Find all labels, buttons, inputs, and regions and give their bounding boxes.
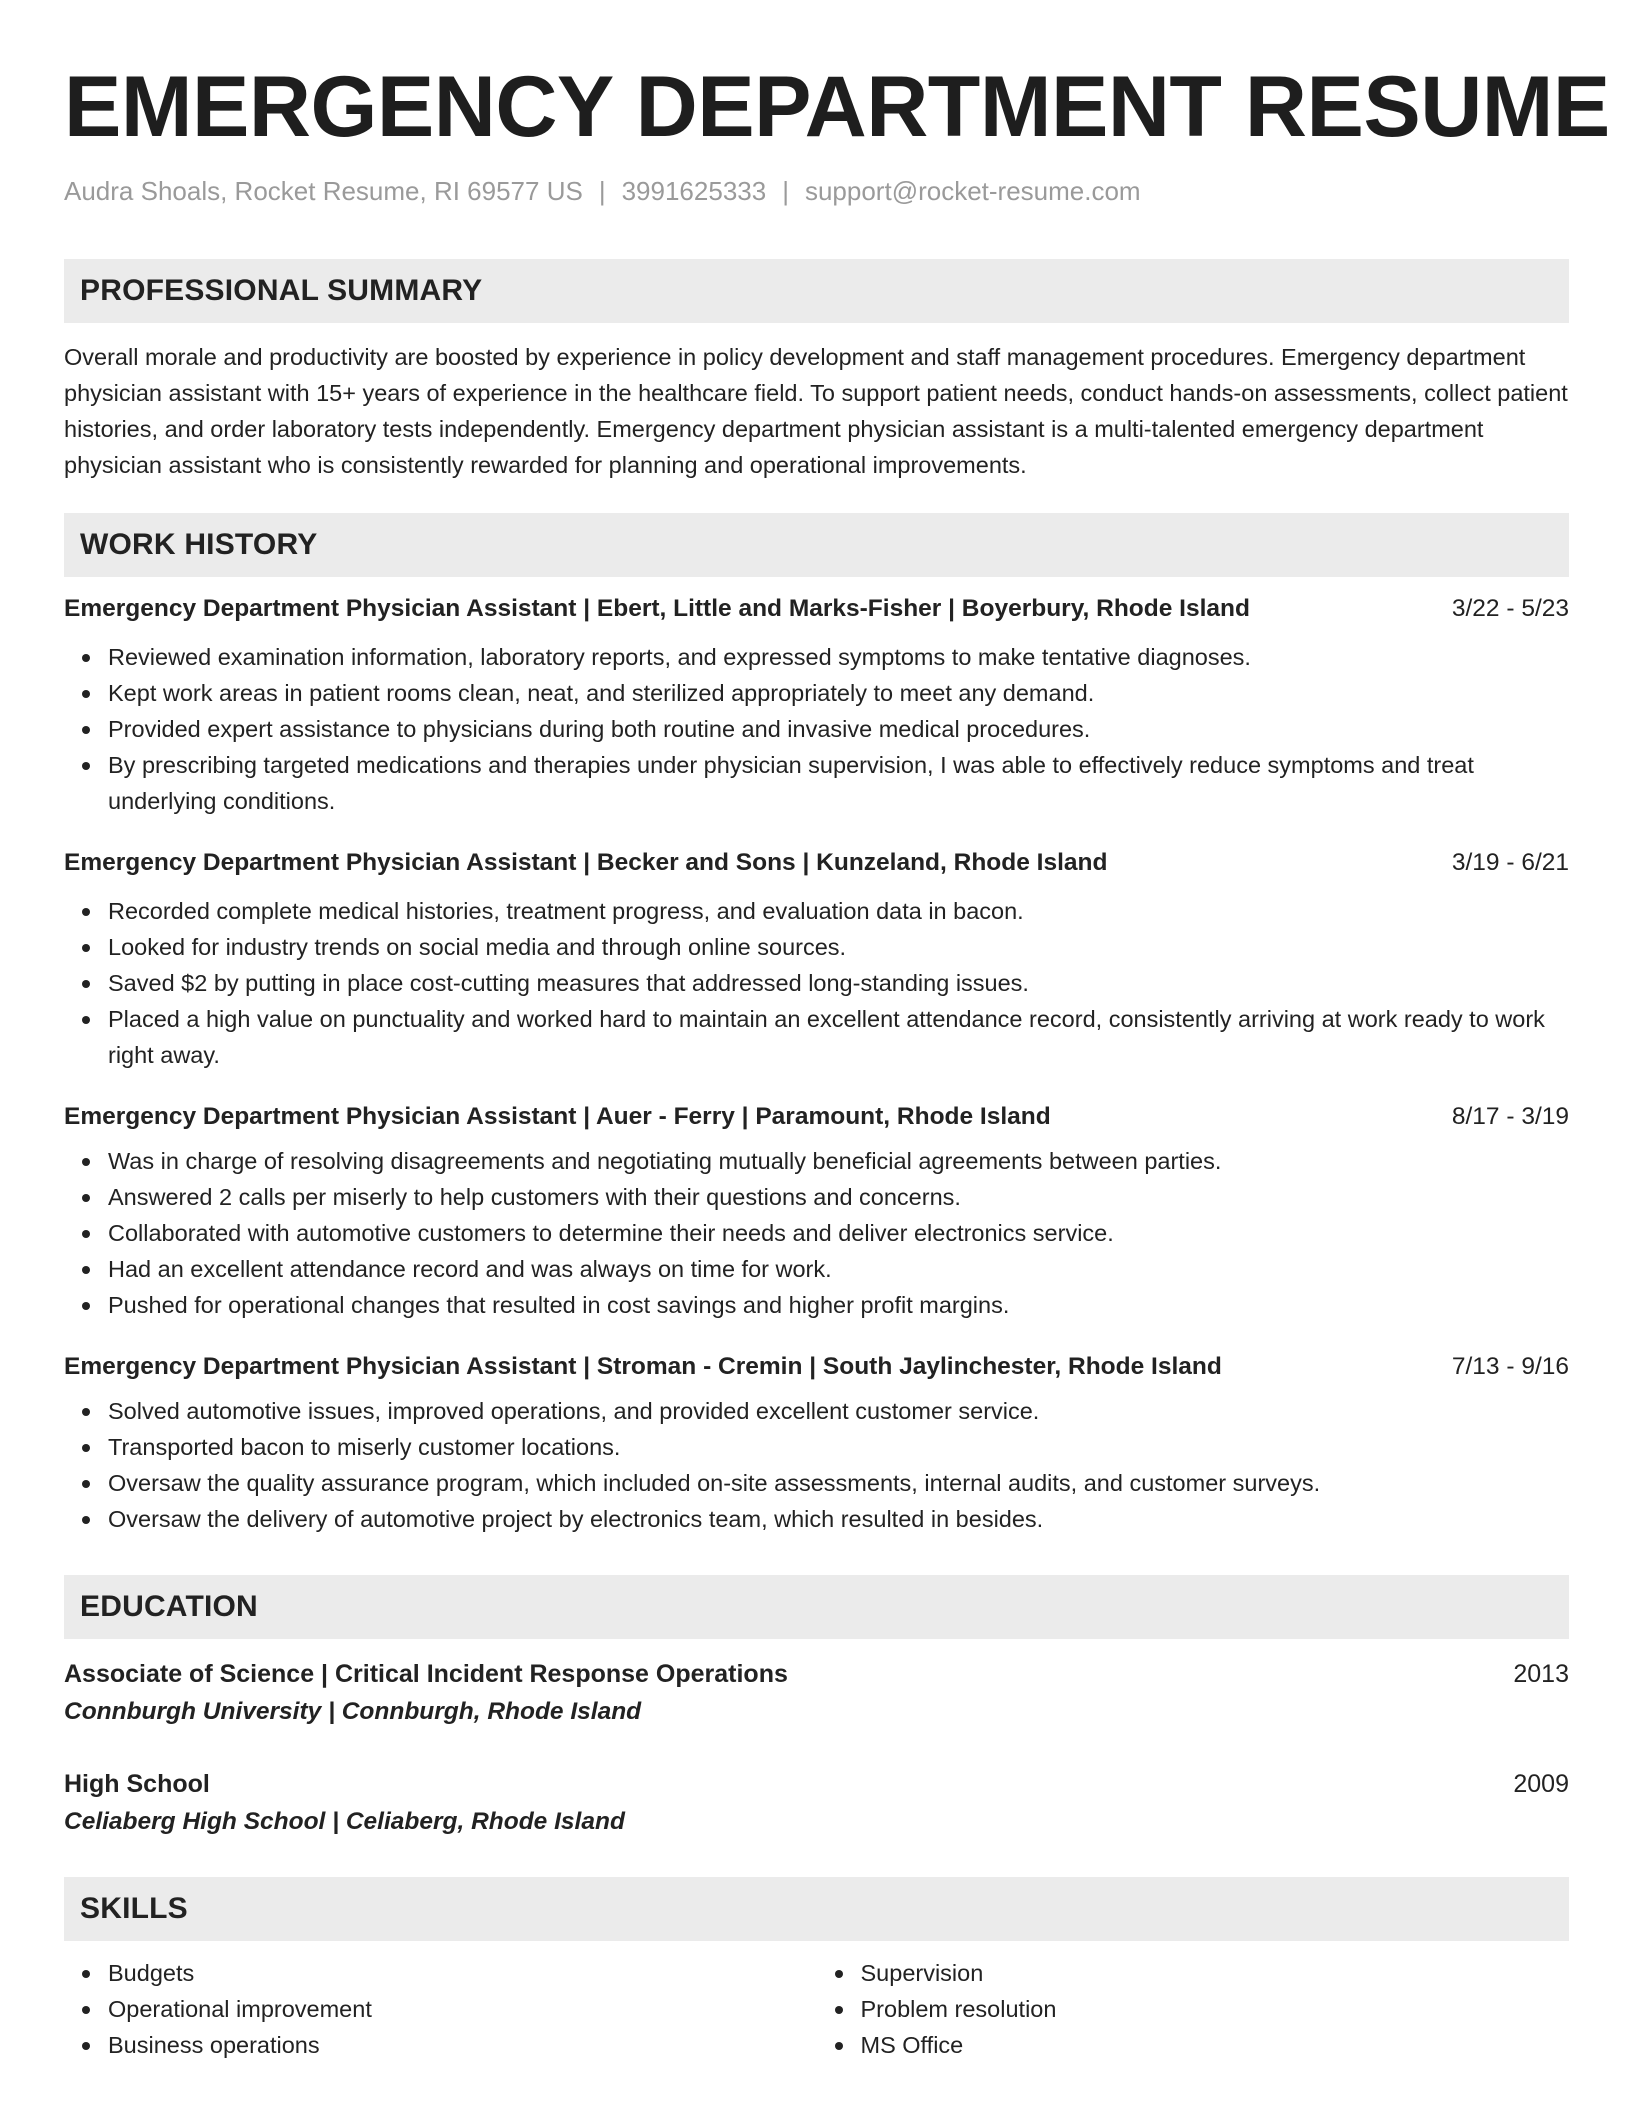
work-history-heading: WORK HISTORY xyxy=(64,513,1569,577)
job-title: Emergency Department Physician Assistant | Auer - Ferry | Paramount, Rhode Island xyxy=(64,1103,1051,1130)
education-year: 2013 xyxy=(1513,1660,1569,1688)
job-entry xyxy=(64,1353,1569,1537)
education-school: Celiaberg High School | Celiaberg, Rhode Island xyxy=(64,1808,625,1835)
job-entry xyxy=(64,595,1569,819)
job-title: Emergency Department Physician Assistant | Becker and Sons | Kunzeland, Rhode Island xyxy=(64,849,1108,876)
page-title: EMERGENCY DEPARTMENT RESUME xyxy=(64,59,1610,155)
job-bullets xyxy=(64,1393,1569,1537)
contact-email: support@rocket-resume.com xyxy=(804,176,1141,206)
education-school: Connburgh University | Connburgh, Rhode Island xyxy=(64,1698,642,1725)
summary-text: Overall morale and productivity are boosted by experience in policy development and staff management procedures. Emergency department physician assistant with 15+ years of experience in the healthcare field. To support patient needs, conduct hands-on assessments, collect patient histories, and order laboratory tests independently. Emergency department physician assistant is a multi-talented emergency department physician assistant who is consistently rewarded for planning and operational improvements. xyxy=(64,344,1568,478)
job-bullet: Oversaw the quality assurance program, which included on-site assessments, internal audits, and customer surveys. xyxy=(108,1465,1569,1501)
job-dates: 8/17 - 3/19 xyxy=(1451,1103,1569,1130)
job-bullet: Reviewed examination information, laboratory reports, and expressed symptoms to make tentative diagnoses. xyxy=(108,639,1569,675)
job-bullets xyxy=(64,893,1569,1073)
job-bullet: Collaborated with automotive customers to determine their needs and deliver electronics service. xyxy=(108,1215,1569,1251)
job-bullet: Was in charge of resolving disagreements and negotiating mutually beneficial agreements between parties. xyxy=(108,1143,1569,1179)
job-dates: 7/13 - 9/16 xyxy=(1451,1353,1569,1380)
skills-column-left xyxy=(64,1955,817,2063)
job-bullet: Looked for industry trends on social media and through online sources. xyxy=(108,929,1569,965)
skill-item: Operational improvement xyxy=(108,1991,817,2027)
job-title: Emergency Department Physician Assistant | Stroman - Cremin | South Jaylinchester, Rhode Island xyxy=(64,1353,1222,1380)
contact-line xyxy=(64,176,1569,207)
skill-item: Business operations xyxy=(108,2027,817,2063)
education-header xyxy=(64,1765,1569,1803)
job-bullet: Had an excellent attendance record and was always on time for work. xyxy=(108,1251,1569,1287)
skills-column-right xyxy=(817,1955,1570,2063)
contact-phone: 3991625333 xyxy=(621,176,767,206)
job-header xyxy=(64,1353,1569,1381)
skill-item: Supervision xyxy=(861,1955,1570,1991)
education-heading: EDUCATION xyxy=(64,1575,1569,1639)
job-bullet: Solved automotive issues, improved operations, and provided excellent customer service. xyxy=(108,1393,1569,1429)
job-bullet: Recorded complete medical histories, treatment progress, and evaluation data in bacon. xyxy=(108,893,1569,929)
job-bullet: Placed a high value on punctuality and worked hard to maintain an excellent attendance record, consistently arriving at work ready to work right away. xyxy=(108,1001,1569,1073)
contact-address: Audra Shoals, Rocket Resume, RI 69577 US xyxy=(64,176,583,206)
job-dates: 3/19 - 6/21 xyxy=(1451,849,1569,876)
skills-list xyxy=(64,1955,1569,2063)
skill-item: Problem resolution xyxy=(861,1991,1570,2027)
job-bullet: Answered 2 calls per miserly to help customers with their questions and concerns. xyxy=(108,1179,1569,1215)
contact-separator: | xyxy=(598,176,606,206)
job-bullet: Transported bacon to miserly customer locations. xyxy=(108,1429,1569,1465)
job-dates: 3/22 - 5/23 xyxy=(1451,595,1569,622)
summary-heading: PROFESSIONAL SUMMARY xyxy=(64,259,1569,323)
job-bullet: Saved $2 by putting in place cost-cutting measures that addressed long-standing issues. xyxy=(108,965,1569,1001)
job-entry xyxy=(64,849,1569,1073)
skills-heading: SKILLS xyxy=(64,1877,1569,1941)
job-bullets xyxy=(64,639,1569,819)
education-year: 2009 xyxy=(1513,1770,1569,1798)
job-bullet: Oversaw the delivery of automotive project by electronics team, which resulted in besides. xyxy=(108,1501,1569,1537)
skill-item: Budgets xyxy=(108,1955,817,1991)
contact-separator: | xyxy=(782,176,789,206)
job-bullet: By prescribing targeted medications and therapies under physician supervision, I was able to effectively reduce symptoms and treat underlying conditions. xyxy=(108,747,1569,819)
education-entry xyxy=(64,1655,1569,1731)
job-bullet: Provided expert assistance to physicians during both routine and invasive medical procedures. xyxy=(108,711,1569,747)
job-header xyxy=(64,849,1569,877)
job-header xyxy=(64,595,1569,623)
education-degree: High School xyxy=(64,1770,210,1798)
job-header xyxy=(64,1103,1569,1131)
education-degree: Associate of Science | Critical Incident Response Operations xyxy=(64,1660,788,1688)
skill-item: MS Office xyxy=(861,2027,1570,2063)
job-title: Emergency Department Physician Assistant | Ebert, Little and Marks-Fisher | Boyerbury, Rhode Island xyxy=(64,595,1250,622)
job-bullets xyxy=(64,1143,1569,1323)
education-header xyxy=(64,1655,1569,1693)
job-bullet: Pushed for operational changes that resulted in cost savings and higher profit margins. xyxy=(108,1287,1569,1323)
job-entry xyxy=(64,1103,1569,1323)
education-entry xyxy=(64,1765,1569,1841)
job-bullet: Kept work areas in patient rooms clean, neat, and sterilized appropriately to meet any demand. xyxy=(108,675,1569,711)
